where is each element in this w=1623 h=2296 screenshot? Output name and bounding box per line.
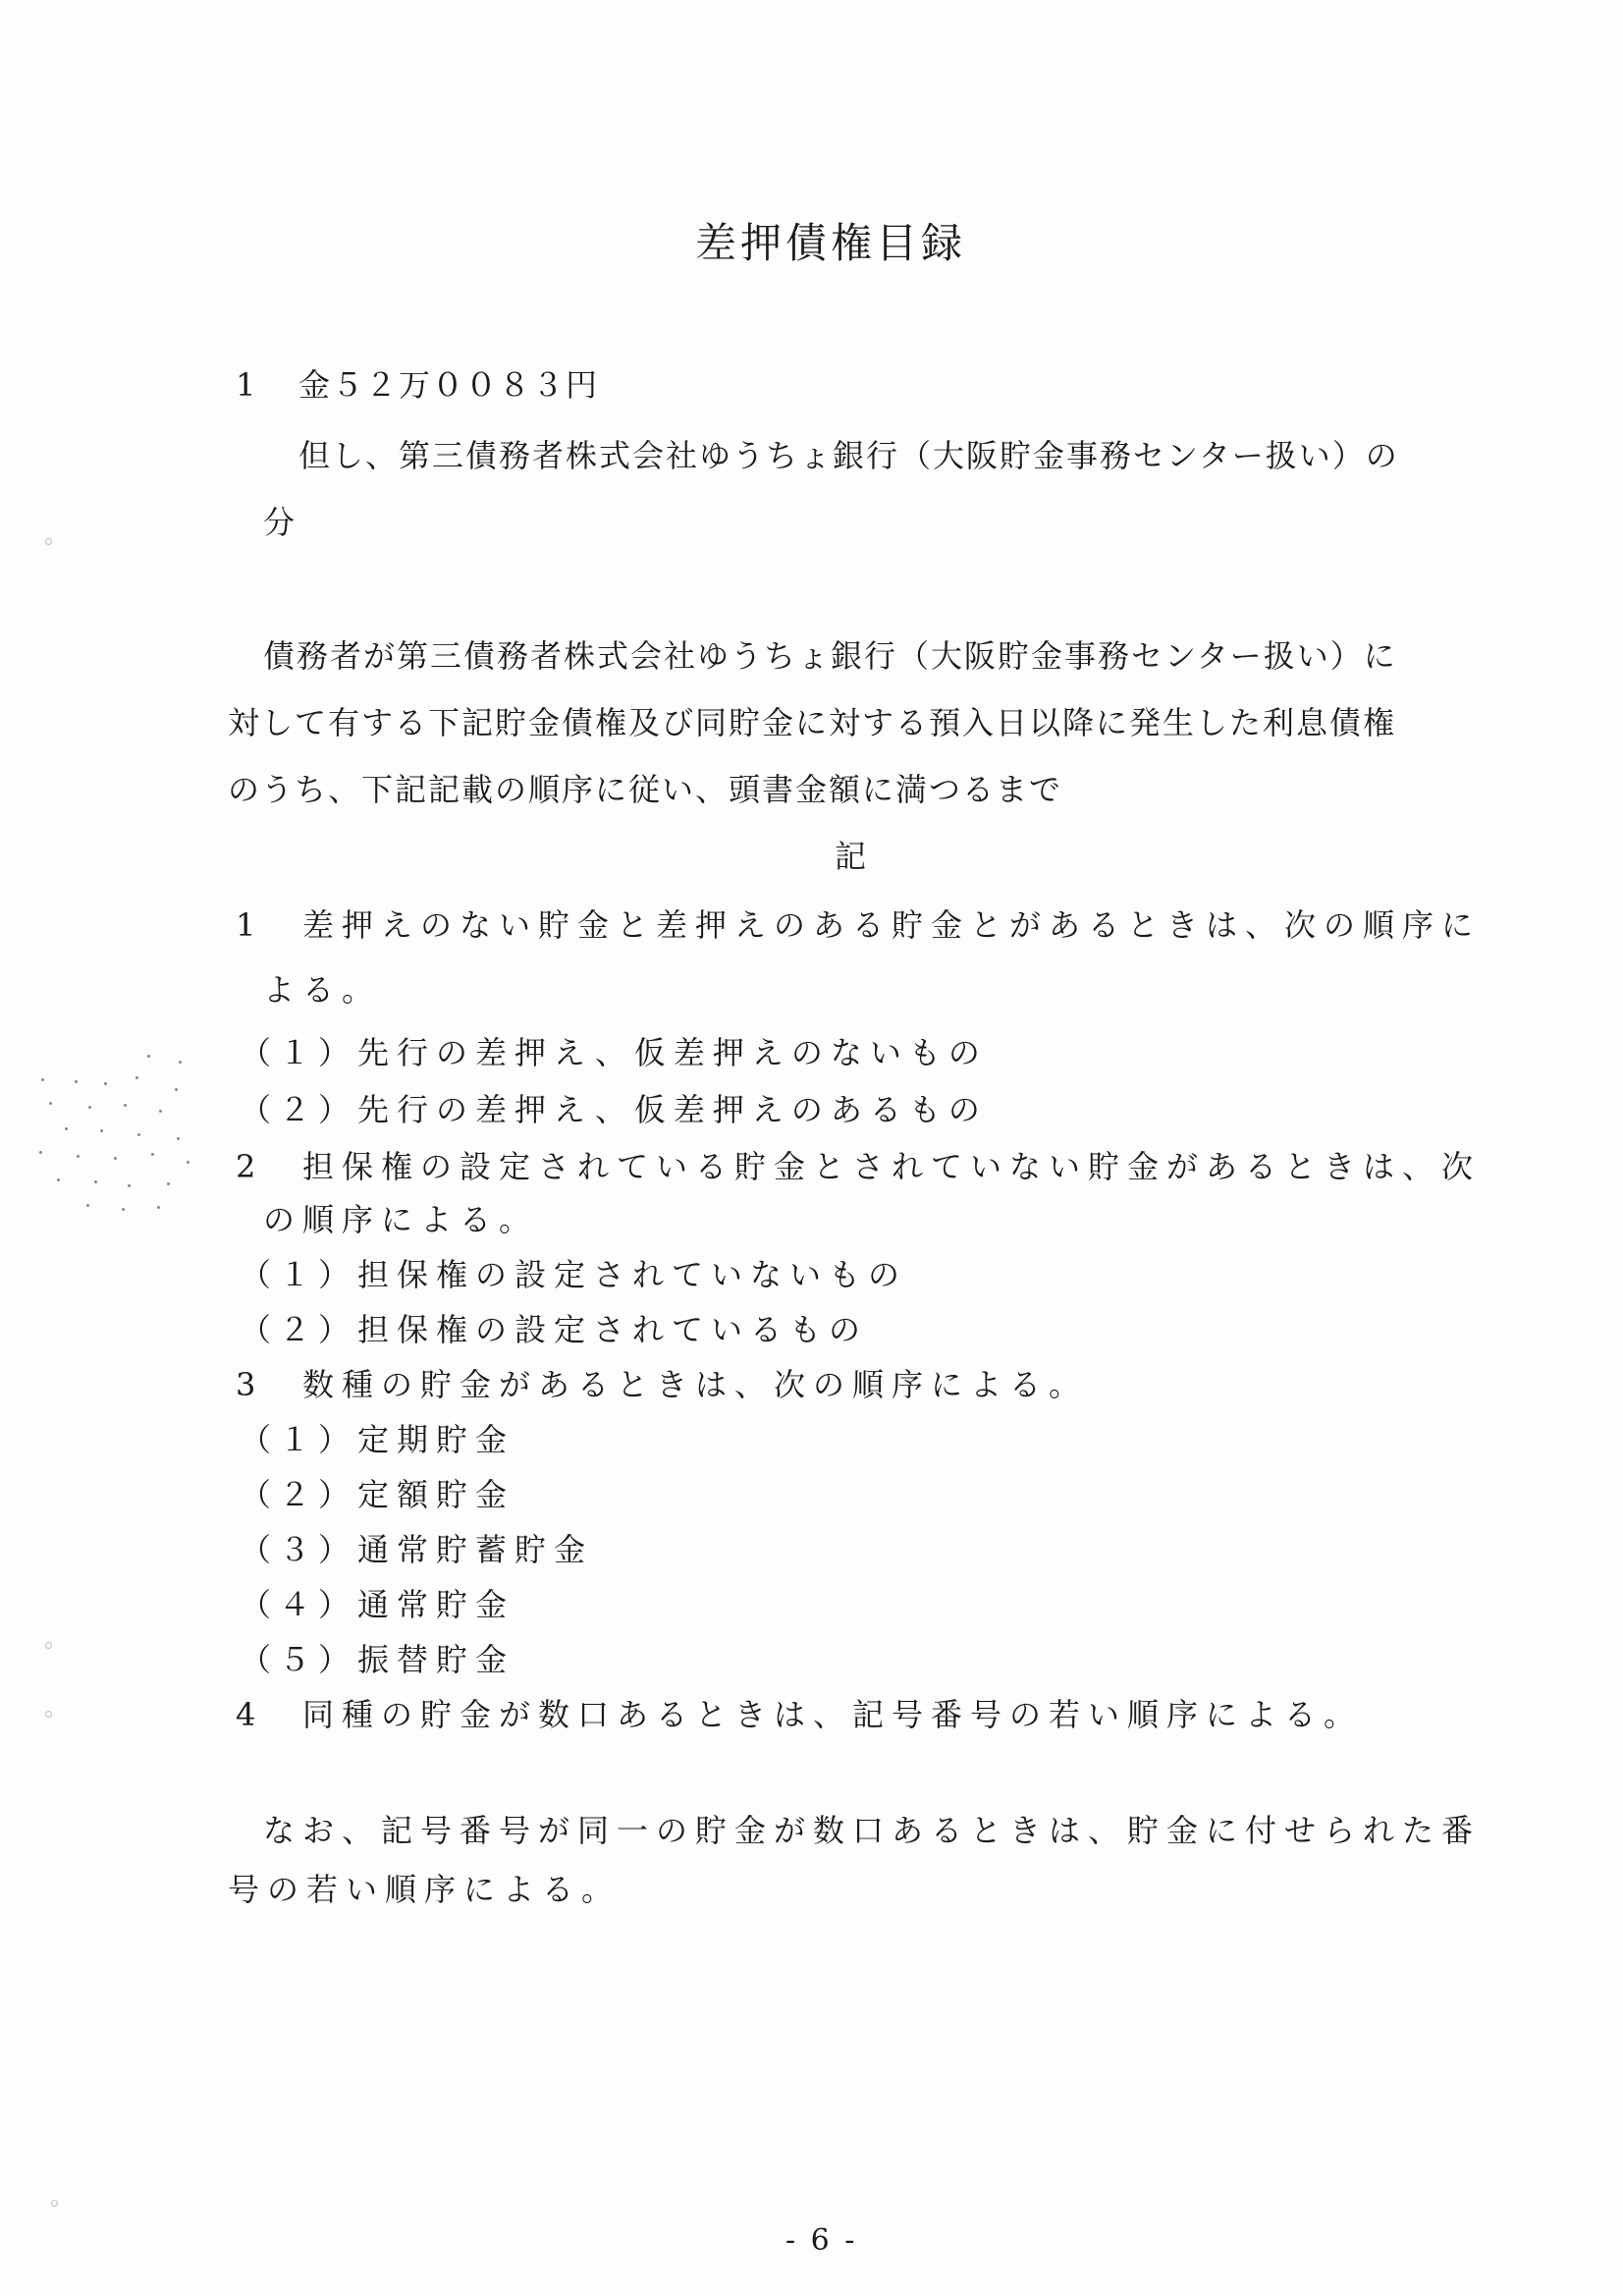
- list-item: （４）通常貯金: [240, 1586, 515, 1623]
- scan-dot: [49, 1102, 52, 1105]
- scan-dot: [187, 1161, 189, 1164]
- punch-hole-dots: [29, 1041, 196, 1237]
- item1-number: 1: [236, 366, 258, 404]
- scan-dot: [57, 1178, 60, 1181]
- scan-dot: [167, 1182, 170, 1185]
- scan-dot: [94, 1180, 97, 1183]
- item1-note-line1: 但し、第三債務者株式会社ゆうちょ銀行（大阪貯金事務センター扱い）の: [298, 437, 1399, 474]
- body-line2: 対して有する下記貯金債権及び同貯金に対する預入日以降に発生した利息債権: [228, 704, 1397, 741]
- rule-text: 同種の貯金が数口あるときは、記号番号の若い順序による。: [302, 1696, 1364, 1733]
- scan-dot: [75, 1080, 78, 1083]
- list-item: （２）定額貯金: [240, 1476, 515, 1513]
- list-item: （１）担保権の設定されていないもの: [240, 1256, 908, 1293]
- body-line3: のうち、下記記載の順序に従い、頭書金額に満つるまで: [228, 771, 1063, 808]
- scan-dot: [151, 1153, 154, 1156]
- scan-dot: [65, 1127, 68, 1130]
- body-line1: 債務者が第三債務者株式会社ゆうちょ銀行（大阪貯金事務センター扱い）に: [263, 637, 1397, 675]
- scan-dot: [77, 1155, 80, 1158]
- closing-line1: なお、記号番号が同一の貯金が数口あるときは、貯金に付せられた番: [263, 1812, 1482, 1849]
- scan-speck: [45, 538, 52, 545]
- scan-speck: [51, 2200, 58, 2207]
- scan-dot: [159, 1110, 162, 1113]
- scan-dot: [88, 1106, 91, 1109]
- rule-number: 3: [236, 1366, 258, 1403]
- list-item: （１）定期貯金: [240, 1421, 515, 1458]
- item1-note-line2: 分: [263, 504, 298, 541]
- page-number: - 6 -: [785, 2223, 858, 2258]
- scan-dot: [147, 1055, 150, 1058]
- list-item: （３）通常貯蓄貯金: [240, 1531, 594, 1568]
- scan-dot: [104, 1082, 107, 1085]
- scan-dot: [128, 1184, 131, 1187]
- rule-number: 2: [236, 1148, 258, 1185]
- page-title: 差押債権目録: [695, 219, 967, 267]
- scan-speck: [45, 1642, 52, 1649]
- scan-dot: [86, 1204, 89, 1207]
- rule-number: 1: [236, 906, 258, 944]
- scan-dot: [157, 1206, 160, 1209]
- closing-line2: 号の若い順序による。: [228, 1871, 622, 1908]
- rule-text: よる。: [263, 971, 382, 1009]
- scan-dot: [135, 1076, 138, 1079]
- scan-dot: [137, 1133, 140, 1136]
- scan-dot: [175, 1088, 178, 1091]
- rule-text: 担保権の設定されている貯金とされていない貯金があるときは、次: [302, 1148, 1482, 1185]
- rule-number: 4: [236, 1696, 258, 1733]
- list-item: （２）担保権の設定されているもの: [240, 1311, 869, 1348]
- rule-text: 数種の貯金があるときは、次の順序による。: [302, 1366, 1089, 1403]
- rule-text: の順序による。: [263, 1201, 539, 1238]
- ki-heading: 記: [835, 838, 869, 875]
- scan-dot: [179, 1061, 182, 1064]
- scan-speck: [45, 1711, 52, 1718]
- list-item: （２）先行の差押え、仮差押えのあるもの: [240, 1091, 988, 1128]
- scan-dot: [122, 1208, 125, 1211]
- item1-amount: 金５２万００８３円: [298, 366, 600, 404]
- scan-dot: [39, 1151, 42, 1154]
- rule-text: 差押えのない貯金と差押えのある貯金とがあるときは、次の順序に: [302, 906, 1482, 944]
- scan-dot: [177, 1137, 180, 1140]
- scan-dot: [100, 1129, 103, 1132]
- scan-dot: [124, 1104, 127, 1107]
- list-item: （５）振替貯金: [240, 1641, 515, 1678]
- scan-dot: [114, 1157, 117, 1160]
- scan-dot: [41, 1078, 44, 1081]
- list-item: （１）先行の差押え、仮差押えのないもの: [240, 1034, 988, 1071]
